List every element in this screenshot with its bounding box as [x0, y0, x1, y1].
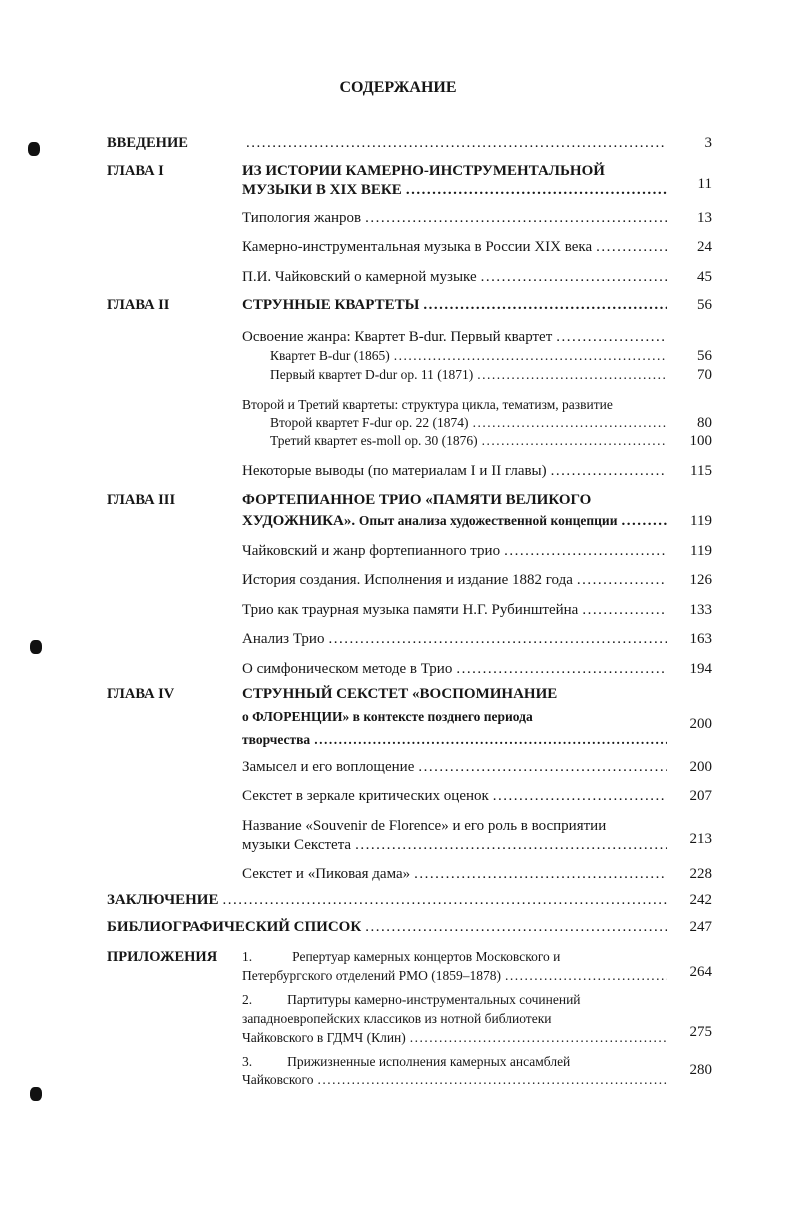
- toc-item: Секстет и «Пиковая дама» .....: [242, 865, 667, 883]
- toc-page: 56: [697, 348, 712, 364]
- appendix-1: 1. Репертуар камерных концертов Московского и: [242, 949, 561, 964]
- ch1-page: 11: [697, 176, 712, 192]
- ch4-page: 200: [689, 716, 712, 732]
- appendix-label: ПРИЛОЖЕНИЯ: [107, 949, 218, 965]
- ch2-title: СТРУННЫЕ КВАРТЕТЫ .....: [242, 296, 667, 314]
- ch3-title-line2: ХУДОЖНИКА». Опыт анализа художественной концепции .....: [242, 512, 667, 530]
- ch3-title: ФОРТЕПИАННОЕ ТРИО «ПАМЯТИ ВЕЛИКОГО: [242, 492, 592, 508]
- ch4-label: ГЛАВА IV: [107, 686, 175, 702]
- toc-item: Типология жанров .....: [242, 209, 667, 227]
- toc-page: 213: [689, 831, 712, 847]
- toc-page: 275: [689, 1024, 712, 1040]
- toc-item: Секстет в зеркале критических оценок .....: [242, 787, 667, 805]
- conclusion-page: 242: [689, 892, 712, 908]
- toc-page: 280: [689, 1062, 712, 1078]
- toc-subitem: Второй квартет F-dur op. 22 (1874) .....: [270, 414, 667, 432]
- intro-label: ВВЕДЕНИЕ: [107, 135, 188, 151]
- toc-page: 119: [690, 543, 712, 559]
- page-title: СОДЕРЖАНИЕ: [339, 79, 457, 96]
- toc-item: Некоторые выводы (по материалам I и II главы) .....: [242, 462, 667, 480]
- ch2-label: ГЛАВА II: [107, 297, 170, 313]
- scan-mark: [28, 142, 40, 156]
- toc-page: 133: [689, 602, 712, 618]
- appendix-3: 3. Прижизненные исполнения камерных ансамблей: [242, 1054, 571, 1069]
- toc-page: 115: [690, 463, 712, 479]
- toc-page: 228: [689, 866, 712, 882]
- toc-item: Чайковский и жанр фортепианного трио .....: [242, 542, 667, 560]
- toc-page: 200: [689, 759, 712, 775]
- toc-subitem: Квартет B-dur (1865) .....: [270, 347, 667, 365]
- intro-leader: [242, 134, 667, 152]
- ch2-page: 56: [697, 297, 712, 313]
- toc-page: 100: [689, 433, 712, 449]
- toc-item-line2: музыки Секстета .....: [242, 836, 667, 854]
- toc-item: История создания. Исполнения и издание 1882 года .....: [242, 571, 667, 589]
- toc-page: 13: [697, 210, 712, 226]
- appendix-3-line2: Чайковского .....: [242, 1071, 667, 1089]
- toc-page: 80: [697, 415, 712, 431]
- toc-page: 163: [689, 631, 712, 647]
- toc-item: Замысел и его воплощение .....: [242, 758, 667, 776]
- bibliography-page: 247: [689, 919, 712, 935]
- bibliography-entry: БИБЛИОГРАФИЧЕСКИЙ СПИСОК .....: [107, 918, 667, 936]
- ch1-label: ГЛАВА I: [107, 163, 164, 179]
- appendix-1-line2: Петербургского отделений РМО (1859–1878) .....: [242, 967, 667, 985]
- scan-mark: [30, 640, 42, 654]
- toc-item: Трио как траурная музыка памяти Н.Г. Рубинштейна .....: [242, 601, 667, 619]
- toc-page: 207: [689, 788, 712, 804]
- toc-page: 24: [697, 239, 712, 255]
- toc-subitem: Первый квартет D-dur op. 11 (1871) .....: [270, 366, 667, 384]
- ch4-title-line2: о ФЛОРЕНЦИИ» в контексте позднего периода: [242, 709, 533, 724]
- ch3-label: ГЛАВА III: [107, 492, 176, 508]
- ch1-title-line2: МУЗЫКИ В XIX ВЕКЕ .....: [242, 181, 667, 199]
- intro-page: 3: [704, 135, 712, 151]
- toc-item: Освоение жанра: Квартет B-dur. Первый квартет .....: [242, 328, 667, 346]
- toc-page: 126: [689, 572, 712, 588]
- toc-page: 70: [697, 367, 712, 383]
- toc-item: П.И. Чайковский о камерной музыке .....: [242, 268, 667, 286]
- ch3-page: 119: [690, 513, 712, 529]
- scan-mark: [30, 1087, 42, 1101]
- ch4-title: СТРУННЫЙ СЕКСТЕТ «ВОСПОМИНАНИЕ: [242, 686, 558, 702]
- toc-item: Анализ Трио .....: [242, 630, 667, 648]
- toc-item: О симфоническом методе в Трио .....: [242, 660, 667, 678]
- toc-item: Название «Souvenir de Florence» и его роль в восприятии: [242, 818, 607, 834]
- toc-item: Второй и Третий квартеты: структура цикла, тематизм, развитие: [242, 397, 613, 412]
- toc-page: 45: [697, 269, 712, 285]
- toc-item: Камерно-инструментальная музыка в России XIX века .....: [242, 238, 667, 256]
- toc-page: 264: [689, 964, 712, 980]
- appendix-2-line2: западноевропейских классиков из нотной библиотеки: [242, 1011, 552, 1026]
- appendix-2: 2. Партитуры камерно-инструментальных сочинений: [242, 992, 581, 1007]
- toc-page: 194: [689, 661, 712, 677]
- ch4-title-line3: творчества .....: [242, 731, 667, 749]
- conclusion-entry: ЗАКЛЮЧЕНИЕ .....: [107, 891, 667, 909]
- toc-subitem: Третий квартет es-moll op. 30 (1876) .....: [270, 432, 667, 450]
- appendix-2-line3: Чайковского в ГДМЧ (Клин) .....: [242, 1029, 667, 1047]
- ch1-title: ИЗ ИСТОРИИ КАМЕРНО-ИНСТРУМЕНТАЛЬНОЙ: [242, 163, 605, 179]
